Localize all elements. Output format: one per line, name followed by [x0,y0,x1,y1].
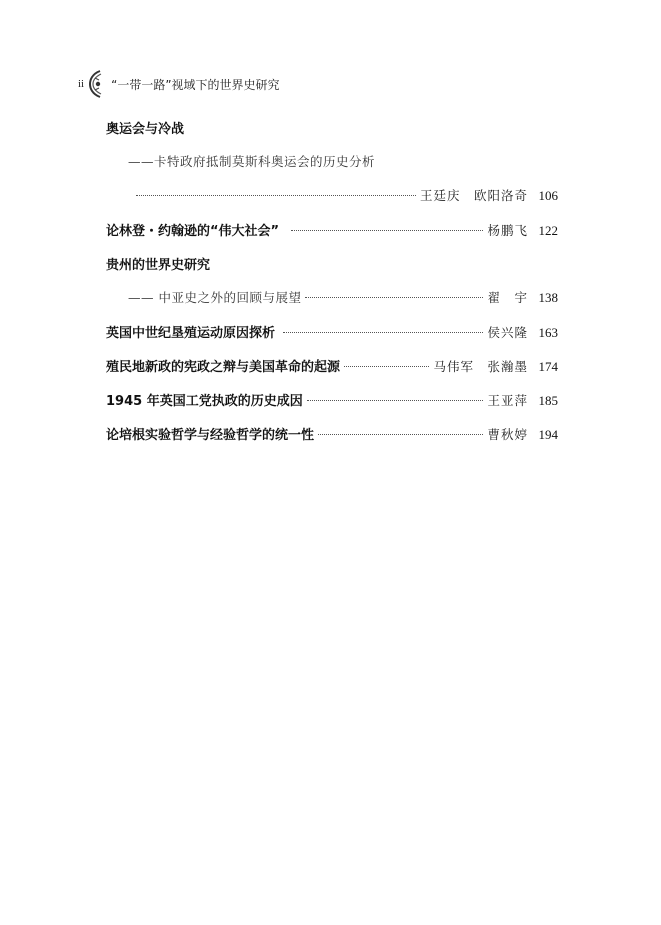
toc-entry[interactable] [106,356,558,378]
toc-entry-page: 185 [538,393,558,408]
toc-entry[interactable] [106,220,558,242]
page-number: ii [78,78,85,90]
toc-entry-subtitle: ——卡特政府抵制莫斯科奥运会的历史分析 [128,154,376,169]
dot-leader [136,195,416,196]
toc-entry[interactable] [106,424,558,446]
toc-entry[interactable] [106,322,558,344]
dot-leader [344,366,429,367]
toc-entry-author: 王廷庆 欧阳洛奇 [419,188,528,203]
toc-entry-page: 174 [538,359,558,374]
toc-entry-page: 106 [538,188,558,203]
toc-entry-author: 马伟军 张瀚墨 [433,359,528,374]
toc-entry-title: 殖民地新政的宪政之辩与美国革命的起源 [106,360,341,375]
dot-leader [307,400,484,401]
toc-entry-subtitle: —— 中亚史之外的回顾与展望 [128,290,302,305]
scroll-ornament-icon [89,70,103,98]
toc-entry-title: 论培根实验哲学与经验哲学的统一性 [106,428,315,443]
dot-leader [283,332,483,333]
toc-entry-title: 论林登・约翰逊的“伟大社会” [106,224,280,239]
toc-entry-author: 侯兴隆 [487,325,528,340]
toc-entry-author: 曹秋婷 [487,427,528,442]
toc-entry[interactable] [106,254,558,310]
toc-entry-author: 翟 宇 [487,290,528,305]
running-title: “一带一路”视域下的世界史研究 [111,77,280,92]
dot-leader [291,230,483,231]
dot-leader [318,434,483,435]
toc-entry-title: 英国中世纪垦殖运动原因探析 [106,326,276,341]
toc-entry-page: 163 [538,325,558,340]
toc-entry-title: 贵州的世界史研究 [106,258,211,273]
toc-entry[interactable] [106,390,558,412]
toc-entry-page: 122 [538,223,558,238]
toc-entry-author: 王亚萍 [487,393,528,408]
running-header [78,70,280,98]
toc-entry-page: 194 [538,427,558,442]
table-of-contents [106,118,558,446]
dot-leader [305,297,483,298]
toc-entry-page: 138 [538,290,558,305]
toc-entry-title: 1945 年英国工党执政的历史成因 [106,394,303,409]
toc-entry[interactable] [106,118,558,208]
toc-entry-author: 杨鹏飞 [487,223,528,238]
toc-entry-title: 奥运会与冷战 [106,122,185,137]
